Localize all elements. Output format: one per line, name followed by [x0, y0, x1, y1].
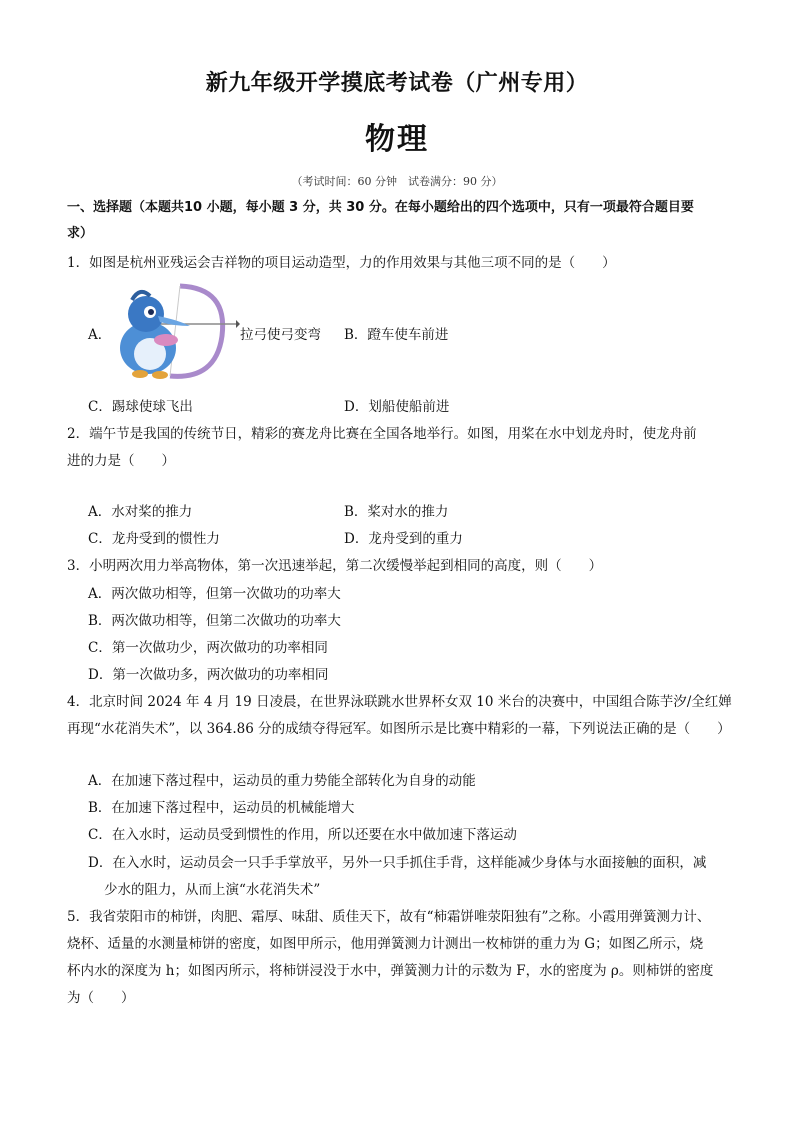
mascot-foot-left [132, 370, 148, 378]
section-heading-cont: 求） [67, 226, 94, 241]
question-5-stem-cont-3: 为（ ） [67, 990, 135, 1006]
mascot-foot-right [152, 371, 168, 379]
q3-option-b: B．两次做功相等，但第二次做功的功率大 [88, 613, 341, 629]
archery-mascot-image [110, 280, 240, 384]
bow-icon [170, 286, 223, 376]
question-4-stem: 4．北京时间 2024 年 4 月 19 日凌晨，在世界泳联跳水世界杯女双 10 米台的决赛中，中国组合陈芋汐/全红婵 [67, 694, 732, 710]
q2-option-a: A．水对桨的推力 [88, 504, 193, 520]
question-5-stem: 5．我省荥阳市的柿饼，肉肥、霜厚、味甜、质佳天下，故有“柿霜饼唯荥阳独有”之称。小霞用弹簧测力计、 [67, 909, 711, 925]
question-5-stem-cont-1: 烧杯、适量的水测量柿饼的密度，如图甲所示，他用弹簧测力计测出一枚柿饼的重力为 G；如图乙所示，烧 [67, 936, 704, 952]
bowstring [170, 286, 180, 376]
q4-option-a: A．在加速下落过程中，运动员的重力势能全部转化为自身的动能 [88, 773, 476, 789]
exam-title: 新九年级开学摸底考试卷（广州专用） [205, 71, 589, 96]
q1-option-b: B．蹬车使车前进 [344, 327, 449, 343]
q3-option-d: D．第一次做功多，两次做功的功率相同 [88, 667, 329, 683]
q1-option-a-label: A． [88, 327, 112, 343]
question-1-stem: 1．如图是杭州亚残运会吉祥物的项目运动造型，力的作用效果与其他三项不同的是（ ） [67, 255, 616, 271]
q1-option-a-text: 拉弓使弓变弯 [240, 327, 321, 343]
q1-option-c: C．踢球使球飞出 [88, 399, 193, 415]
section-heading: 一、选择题（本题共10 小题，每小题 3 分，共 30 分。在每小题给出的四个选项中，只有一项最符合题目要 [67, 200, 694, 215]
question-5-stem-cont-2: 杯内水的深度为 h；如图丙所示，将柿饼浸没于水中，弹簧测力计的示数为 F，水的密度为 ρ。则柿饼的密度 [67, 963, 714, 979]
question-3-stem: 3．小明两次用力举高物体，第一次迅速举起，第二次缓慢举起到相同的高度，则（ ） [67, 558, 603, 574]
exam-info: （考试时间：60 分钟 试卷满分：90 分） [291, 175, 503, 188]
q2-option-b: B．桨对水的推力 [344, 504, 449, 520]
q3-option-a: A．两次做功相等，但第一次做功的功率大 [88, 586, 341, 602]
mascot-pupil [148, 309, 154, 315]
q4-option-b: B．在加速下落过程中，运动员的机械能增大 [88, 800, 355, 816]
question-2-stem-cont: 进的力是（ ） [67, 453, 175, 469]
q1-option-d: D．划船使船前进 [344, 399, 450, 415]
q4-option-d-cont: 少水的阻力，从而上演“水花消失术” [104, 882, 321, 898]
q4-option-c: C．在入水时，运动员受到惯性的作用，所以还要在水中做加速下落运动 [88, 827, 517, 843]
q2-option-d: D．龙舟受到的重力 [344, 531, 463, 547]
q2-option-c: C．龙舟受到的惯性力 [88, 531, 220, 547]
q3-option-c: C．第一次做功少，两次做功的功率相同 [88, 640, 328, 656]
mascot-sleeve [154, 334, 178, 346]
subject-title: 物理 [365, 122, 429, 157]
question-2-stem: 2．端午节是我国的传统节日，精彩的赛龙舟比赛在全国各地举行。如图，用桨在水中划龙舟时，使龙舟前 [67, 426, 697, 442]
question-4-stem-cont: 再现“水花消失术”，以 364.86 分的成绩夺得冠军。如图所示是比赛中精彩的一幕，下列说法正确的是（ ） [67, 721, 731, 737]
q4-option-d: D．在入水时，运动员会一只手手掌放平，另外一只手抓住手背，这样能减少身体与水面接触的面积，减 [88, 855, 707, 871]
